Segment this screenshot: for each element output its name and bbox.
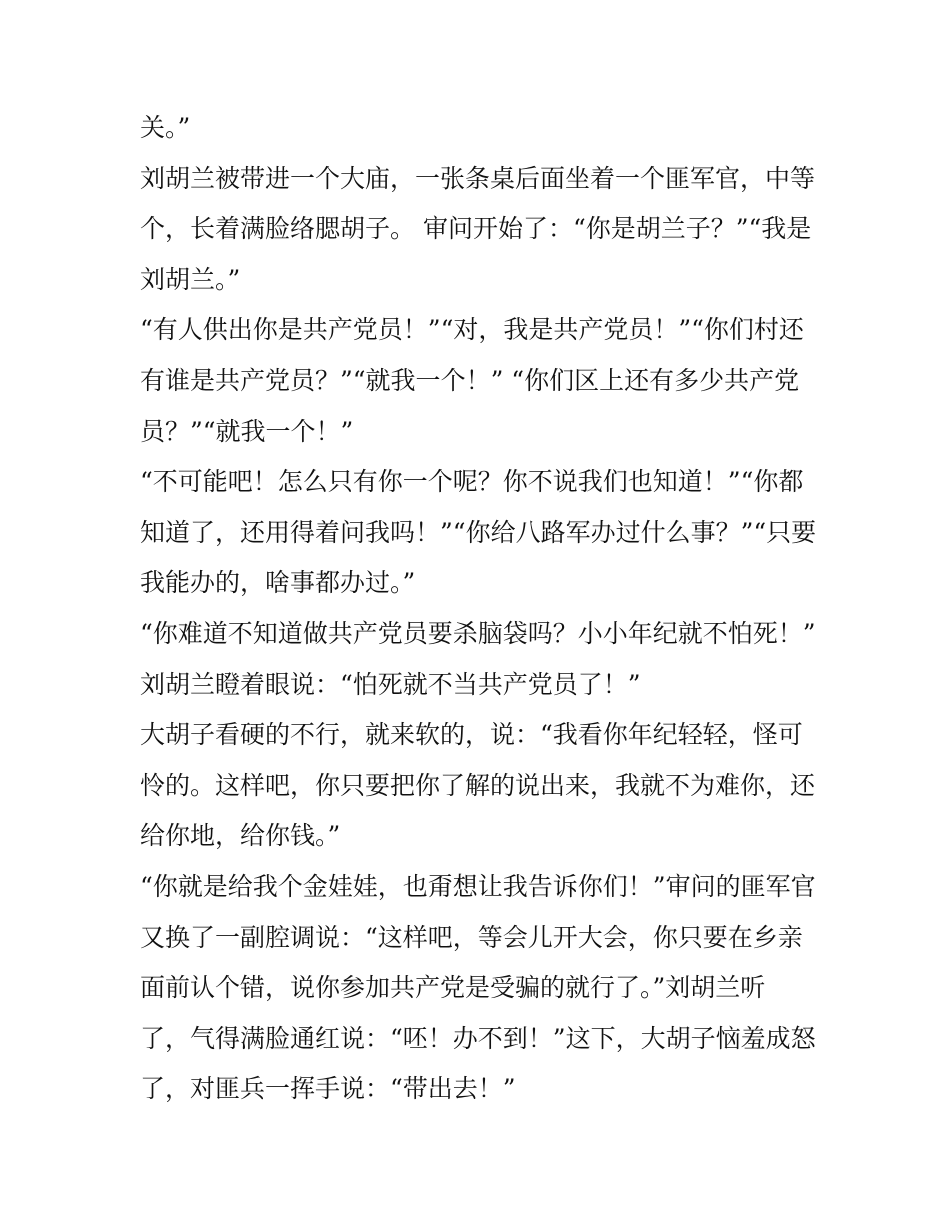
text-line: 有谁是共产党员？”“就我一个！” “你们区上还有多少共产党 [140,365,800,395]
text-line: “有人供出你是共产党员！”“对，我是共产党员！”“你们村还 [140,315,804,345]
text-line: 刘胡兰。” [140,264,241,294]
text-line: 大胡子看硬的不行，就来软的，说：“我看你年纪轻轻，怪可 [140,720,803,750]
body-text [140,103,830,1115]
text-line: 知道了，还用得着问我吗！”“你给八路军办过什么事？”“只要 [140,517,817,547]
text-line: “不可能吧！怎么只有你一个呢？你不说我们也知道！”“你都 [140,467,804,497]
text-line: 又换了一副腔调说：“这样吧，等会儿开大会，你只要在乡亲 [140,922,803,952]
text-line: 关。” [140,113,191,142]
text-line: 给你地，给你钱。” [140,821,341,851]
text-line: 怜的。这样吧，你只要把你了解的说出来，我就不为难你，还 [140,770,816,800]
text-line: “你就是给我个金娃娃，也甭想让我告诉你们！”审问的匪军官 [140,871,816,901]
text-line: 刘胡兰瞪着眼说：“怕死就不当共产党员了！” [140,669,641,699]
text-line: “你难道不知道做共产党员要杀脑袋吗？小小年纪就不怕死！” [140,618,816,648]
text-line: 了，对匪兵一挥手说：“带出去！” [140,1074,516,1104]
text-line: 我能办的，啥事都办过。” [140,568,416,598]
text-line: 面前认个错，说你参加共产党是受骗的就行了。”刘胡兰听 [140,973,766,1003]
text-line: 了，气得满脸通红说：“呸！办不到！”这下，大胡子恼羞成怒 [140,1023,816,1053]
text-line: 刘胡兰被带进一个大庙，一张条桌后面坐着一个匪军官，中等 [140,163,816,193]
text-line: 员？”“就我一个！” [140,416,354,446]
text-line: 个，长着满脸络腮胡子。 审问开始了：“你是胡兰子？”“我是 [140,214,812,244]
